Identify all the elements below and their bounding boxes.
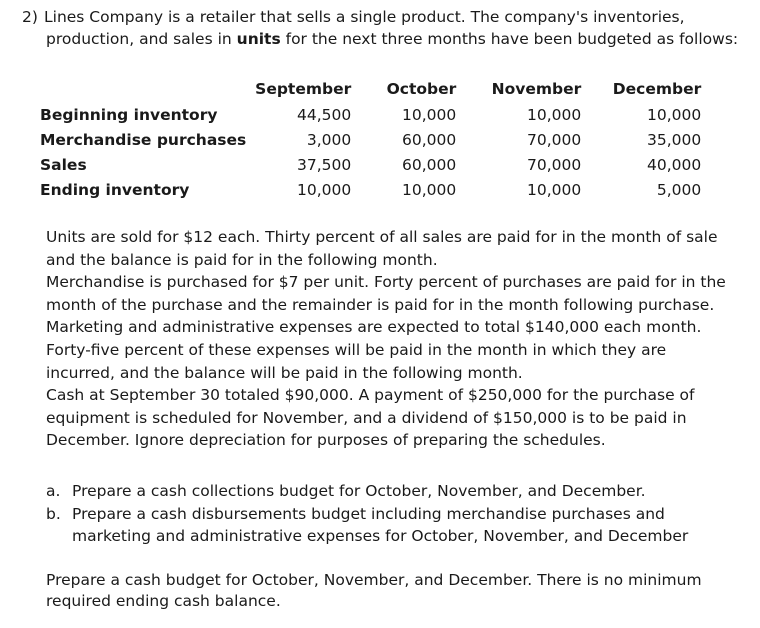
table-cell: 10,000: [297, 181, 352, 199]
intro-line-2: [22, 28, 742, 50]
table-cell: 70,000: [527, 131, 582, 149]
row-label: Ending inventory: [40, 181, 190, 199]
table-row: [40, 178, 701, 203]
sales-terms-paragraph: Units are sold for $12 each. Thirty percent of all sales are paid for in the month of sale and the balance is paid for in the following month.: [46, 228, 718, 269]
table-cell: 10,000: [647, 106, 702, 124]
intro-line-1: Lines Company is a retailer that sells a single product. The company's inventories,: [44, 8, 685, 26]
row-label: Beginning inventory: [40, 106, 218, 124]
intro-bold-units: units: [236, 30, 281, 48]
table-cell: 10,000: [402, 106, 457, 124]
table-cell: 37,500: [297, 156, 352, 174]
final-instruction: Prepare a cash budget for October, November, and December. There is no minimum required ending cash balance.: [46, 571, 702, 610]
table-cell: 5,000: [656, 181, 702, 199]
question-number: 2): [22, 8, 38, 26]
table-cell: 3,000: [306, 131, 352, 149]
table-cell: 10,000: [527, 181, 582, 199]
table-cell: 60,000: [402, 131, 457, 149]
table-row: [40, 103, 701, 128]
table-cell: 40,000: [647, 156, 702, 174]
table-header-row: [40, 76, 701, 103]
table-cell: 60,000: [402, 156, 457, 174]
list-item-text: Prepare a cash disbursements budget including merchandise purchases and marketing and administrative expenses for October, November, and December: [72, 504, 689, 546]
list-item-letter: a.: [46, 482, 61, 500]
list-item-text: Prepare a cash collections budget for October, November, and December.: [72, 482, 646, 500]
problem-details: [46, 226, 736, 452]
cash-paragraph: Cash at September 30 totaled $90,000. A payment of $250,000 for the purchase of equipment is scheduled for November, and a dividend of $150,000 is to be paid in December. Ignore depreciation for purposes of preparing the schedules.: [46, 386, 695, 450]
list-item-letter: b.: [46, 504, 61, 523]
header-september: September: [255, 80, 352, 98]
row-label: Sales: [40, 156, 87, 174]
purchase-terms-paragraph: Merchandise is purchased for $7 per unit. Forty percent of purchases are paid for in the month of the purchase and the remainder is paid for in the month following purchase.: [46, 273, 726, 314]
table-row: [40, 128, 701, 153]
header-december: December: [612, 80, 702, 98]
table-cell: 70,000: [527, 156, 582, 174]
inventory-budget-table: [40, 76, 701, 203]
requirements-list: [46, 480, 736, 548]
table-cell: 10,000: [527, 106, 582, 124]
question-intro: [22, 6, 742, 50]
table-row: [40, 153, 701, 178]
table-cell: 10,000: [402, 181, 457, 199]
list-item: [46, 480, 736, 503]
row-label: Merchandise purchases: [40, 131, 247, 149]
table-cell: 44,500: [297, 106, 352, 124]
expenses-paragraph: Marketing and administrative expenses are expected to total $140,000 each month. Forty-five percent of these expenses will be paid in the month in which they are incurred, and the balance will be paid in the following month.: [46, 318, 702, 382]
intro-line-2-prefix: production, and sales in: [46, 30, 237, 48]
table-header-blank: [40, 76, 246, 103]
intro-line-2-suffix: for the next three months have been budgeted as follows:: [280, 30, 739, 48]
header-november: November: [491, 80, 582, 98]
header-october: October: [386, 80, 457, 98]
list-item: [46, 503, 736, 548]
table-cell: 35,000: [647, 131, 702, 149]
